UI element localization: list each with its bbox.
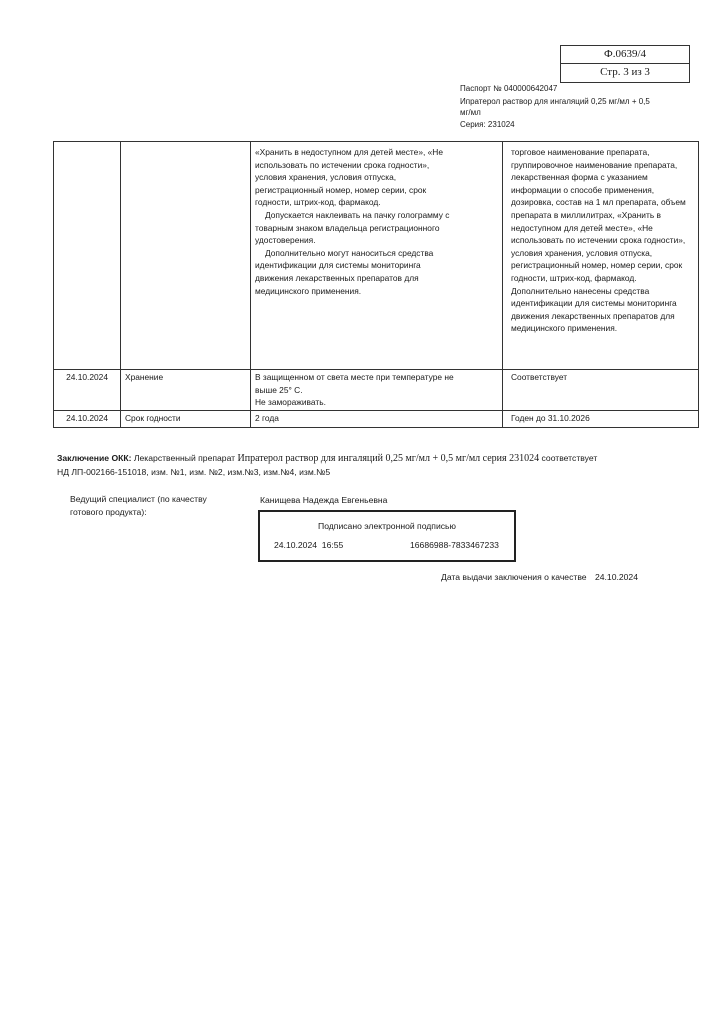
signatory-role-line1: Ведущий специалист (по качеству bbox=[70, 494, 207, 504]
issue-date-line bbox=[441, 572, 638, 582]
test-date: 24.10.2024 bbox=[54, 370, 121, 411]
signature-certificate: 16686988-7833467233 bbox=[410, 540, 499, 550]
test-name bbox=[121, 142, 251, 370]
conclusion-label: Заключение ОКК: bbox=[57, 453, 132, 463]
result-cell: Годен до 31.10.2026 bbox=[503, 410, 699, 427]
issue-date: 24.10.2024 bbox=[594, 572, 638, 582]
table-row bbox=[54, 142, 699, 370]
requirement-cell bbox=[251, 142, 503, 370]
signatory-role-line2: готового продукта): bbox=[70, 507, 147, 517]
electronic-signature-stamp bbox=[258, 510, 516, 562]
requirement-paragraph: Дополнительно могут наноситься средства идентификации для системы мониторинга движения лекарственных препаратов для медицинского применения. bbox=[255, 247, 434, 296]
conclusion-text-c: соответствует bbox=[541, 453, 598, 463]
product-name-line2: мг/мл bbox=[460, 108, 481, 117]
requirement-line: Не замораживать. bbox=[255, 397, 326, 408]
conclusion-nd: НД ЛП-002166-151018, изм. №1, изм. №2, изм.№3, изм.№4, изм.№5 bbox=[57, 466, 331, 477]
requirement-paragraph: «Хранить в недоступном для детей месте», «Не использовать по истечении срока годности», условия хранения, условия отпуска, регистрационный номер, номер серии, срок годности, штрих-код, фармакод. bbox=[255, 147, 443, 208]
result-paragraph: торговое наименование препарата, группировочное наименование препарата, лекарственная форма с указанием информации о способе применения, дозировка, состав на 1 мл препарата, объем препарата в миллилитрах, «Хранить в недоступном для детей месте», «Не использовать по истечении срока годности», условия хранения, условия отпуска, регистрационный номер, номер серии, срок годности, штрих-код, фармакод. bbox=[511, 147, 686, 283]
table-row bbox=[54, 410, 699, 427]
signed-electronically-text: Подписано электронной подписью bbox=[318, 521, 456, 531]
form-code: Ф.0639/4 bbox=[561, 46, 689, 64]
conclusion-product: Ипратерол раствор для ингаляций 0,25 мг/мл + 0,5 мг/мл серия 231024 bbox=[237, 453, 540, 464]
test-name: Срок годности bbox=[121, 410, 251, 427]
results-table bbox=[53, 141, 699, 428]
requirement-paragraph: Допускается наклеивать на пачку голограмму с товарным знаком владельца регистрационного удостоверения. bbox=[255, 209, 450, 246]
test-date bbox=[54, 142, 121, 370]
conclusion-text-a: Лекарственный препарат bbox=[133, 453, 236, 463]
product-name-line1: Ипратерол раствор для ингаляций 0,25 мг/мл + 0,5 bbox=[460, 97, 650, 106]
result-paragraph: Дополнительно нанесены средства идентификации для системы мониторинга движения лекарственных препаратов для медицинского применения. bbox=[511, 285, 677, 334]
requirement-cell: 2 года bbox=[251, 410, 503, 427]
signatory-name: Канищева Надежда Евгеньевна bbox=[260, 495, 388, 505]
series-number: Серия: 231024 bbox=[460, 120, 515, 129]
issue-date-label: Дата выдачи заключения о качестве bbox=[441, 572, 587, 582]
result-cell bbox=[503, 142, 699, 370]
conclusion bbox=[57, 452, 697, 478]
passport-number: Паспорт № 040000642047 bbox=[460, 84, 558, 93]
table-row bbox=[54, 370, 699, 411]
test-name: Хранение bbox=[121, 370, 251, 411]
test-date: 24.10.2024 bbox=[54, 410, 121, 427]
page-number: Стр. 3 из 3 bbox=[600, 66, 650, 78]
requirement-cell bbox=[251, 370, 503, 411]
signature-datetime: 24.10.2024 16:55 bbox=[274, 540, 344, 550]
result-cell: Соответствует bbox=[503, 370, 699, 411]
requirement-line: В защищенном от света месте при температуре не выше 25° С. bbox=[255, 372, 454, 395]
signatory-role bbox=[70, 493, 207, 519]
form-code-box bbox=[560, 45, 690, 83]
